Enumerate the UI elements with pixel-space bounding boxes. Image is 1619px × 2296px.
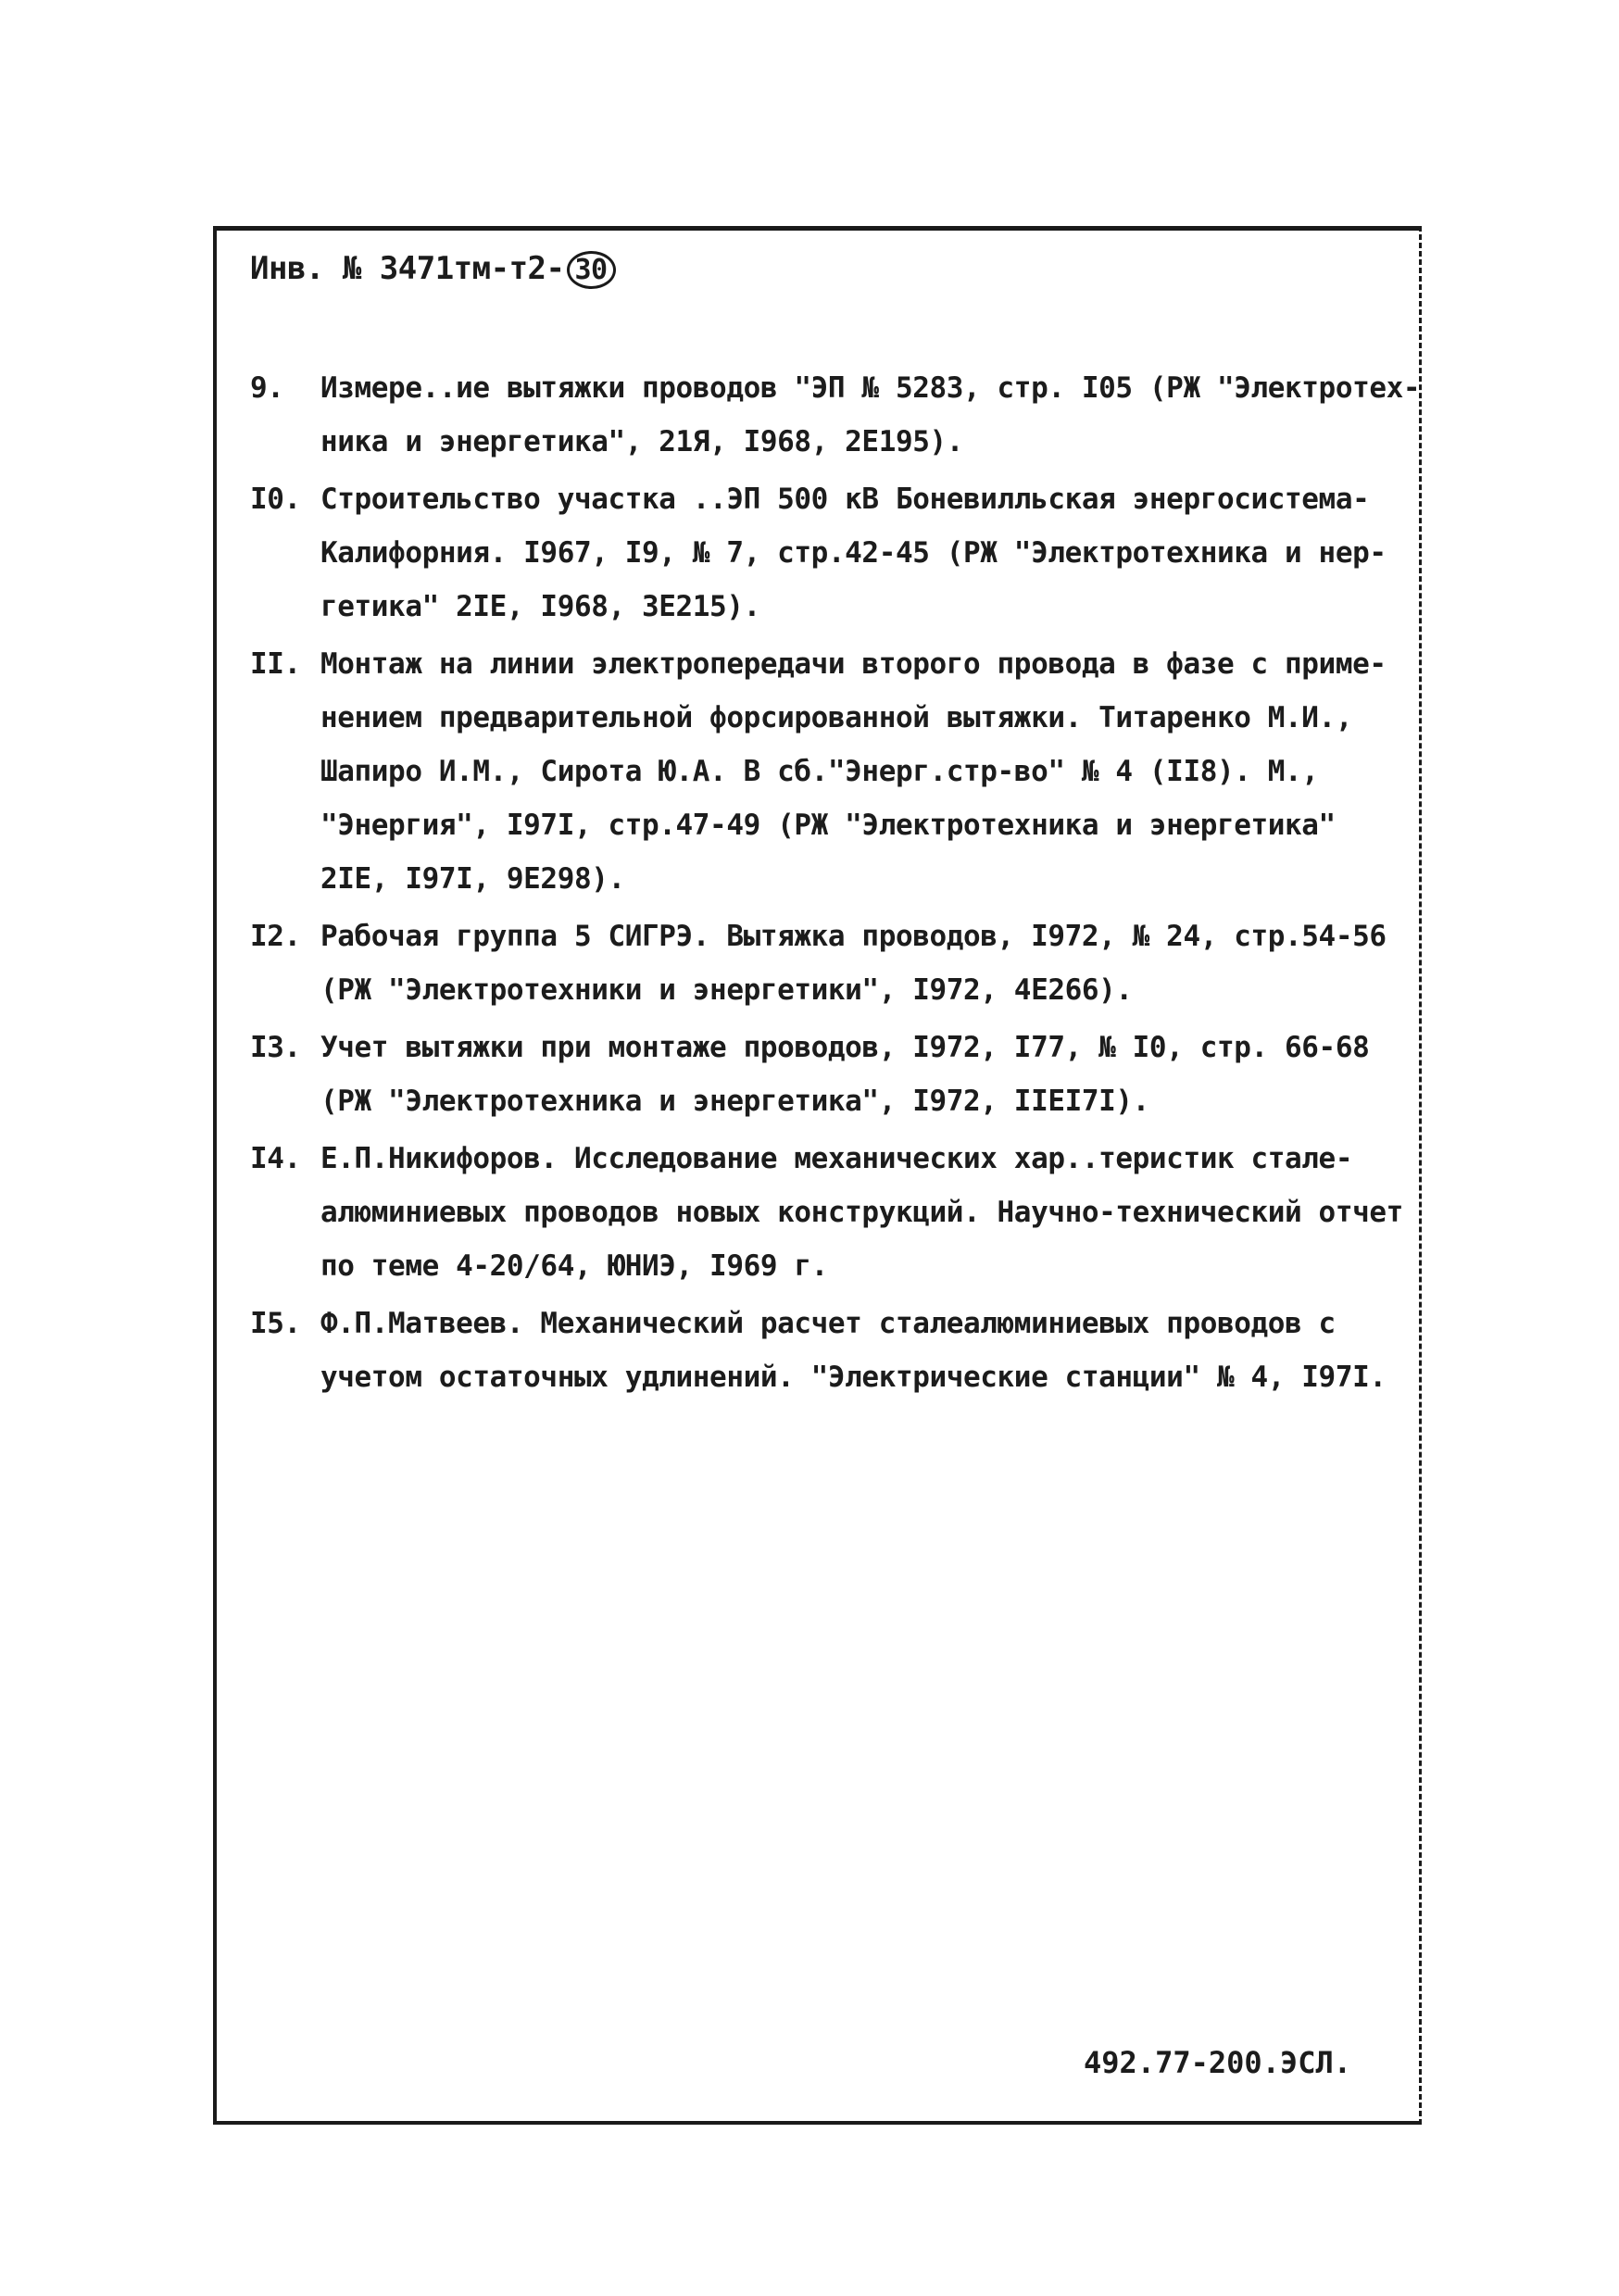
reference-list <box>250 361 1421 1408</box>
reference-item <box>250 361 1421 469</box>
reference-item <box>250 1297 1408 1404</box>
reference-text-line: 2IЕ, I97I, 9Е298). <box>320 862 625 896</box>
reference-text-line: Калифорния. I967, I9, № 7, стр.42-45 (РЖ "Электротехника и нер- <box>320 536 1387 570</box>
inventory-page-stamp: 30 <box>567 251 616 289</box>
reference-text-line: Е.П.Никифоров. Исследование механических хар..теристик стале- <box>320 1142 1353 1175</box>
reference-text-line: Строительство участка ..ЭП 500 кВ Боневилльская энергосистема- <box>320 483 1370 516</box>
reference-text-line: учетом остаточных удлинений. "Электрические станции" № 4, I97I. <box>320 1361 1387 1394</box>
reference-text-line: Учет вытяжки при монтаже проводов, I972, I77, № I0, стр. 66-68 <box>320 1031 1370 1064</box>
reference-text-line: по теме 4-20/64, ЮНИЭ, I969 г. <box>320 1249 828 1283</box>
reference-item <box>250 1021 1408 1128</box>
reference-item <box>250 472 1408 634</box>
inventory-label: Инв. № 3471тм-т2- <box>250 250 565 287</box>
reference-item <box>250 910 1408 1017</box>
reference-text-line: Ф.П.Матвеев. Механический расчет сталеалюминиевых проводов с <box>320 1307 1336 1340</box>
reference-number: I0. <box>250 483 301 516</box>
reference-number: I5. <box>250 1307 301 1340</box>
reference-text-line: (РЖ "Электротехники и энергетики", I972, 4Е266). <box>320 973 1133 1007</box>
reference-text-line: Измере..ие вытяжки проводов "ЭП № 5283, стр. I05 (РЖ "Электротех- <box>320 371 1421 405</box>
reference-text-line: ника и энергетика", 21Я, I968, 2Е195). <box>320 425 964 458</box>
reference-text-line: Монтаж на линии электропередачи второго провода в фазе с приме- <box>320 647 1387 681</box>
reference-text-line: гетика" 2IЕ, I968, 3Е215). <box>320 590 760 623</box>
reference-number: I3. <box>250 1031 301 1064</box>
reference-text-line: Рабочая группа 5 СИГРЭ. Вытяжка проводов, I972, № 24, стр.54-56 <box>320 920 1387 953</box>
reference-number: 9. <box>250 371 284 405</box>
reference-text-line: Шапиро И.М., Сирота Ю.А. В сб."Энерг.стр-во" № 4 (II8). М., <box>320 755 1319 788</box>
reference-text-line: (РЖ "Электротехника и энергетика", I972, IIЕI7I). <box>320 1085 1149 1118</box>
reference-number: I2. <box>250 920 301 953</box>
reference-number: I4. <box>250 1142 301 1175</box>
reference-item <box>250 637 1408 906</box>
reference-number: II. <box>250 647 301 681</box>
inventory-number <box>250 250 616 289</box>
reference-text-line: алюминиевых проводов новых конструкций. Научно-технический отчет <box>320 1196 1403 1229</box>
reference-text-line: "Энергия", I97I, стр.47-49 (РЖ "Электротехника и энергетика" <box>320 809 1336 842</box>
reference-text-line: нением предварительной форсированной вытяжки. Титаренко М.И., <box>320 701 1353 734</box>
document-code: 492.77-200.ЭСЛ. <box>1084 2045 1351 2080</box>
reference-item <box>250 1132 1408 1293</box>
